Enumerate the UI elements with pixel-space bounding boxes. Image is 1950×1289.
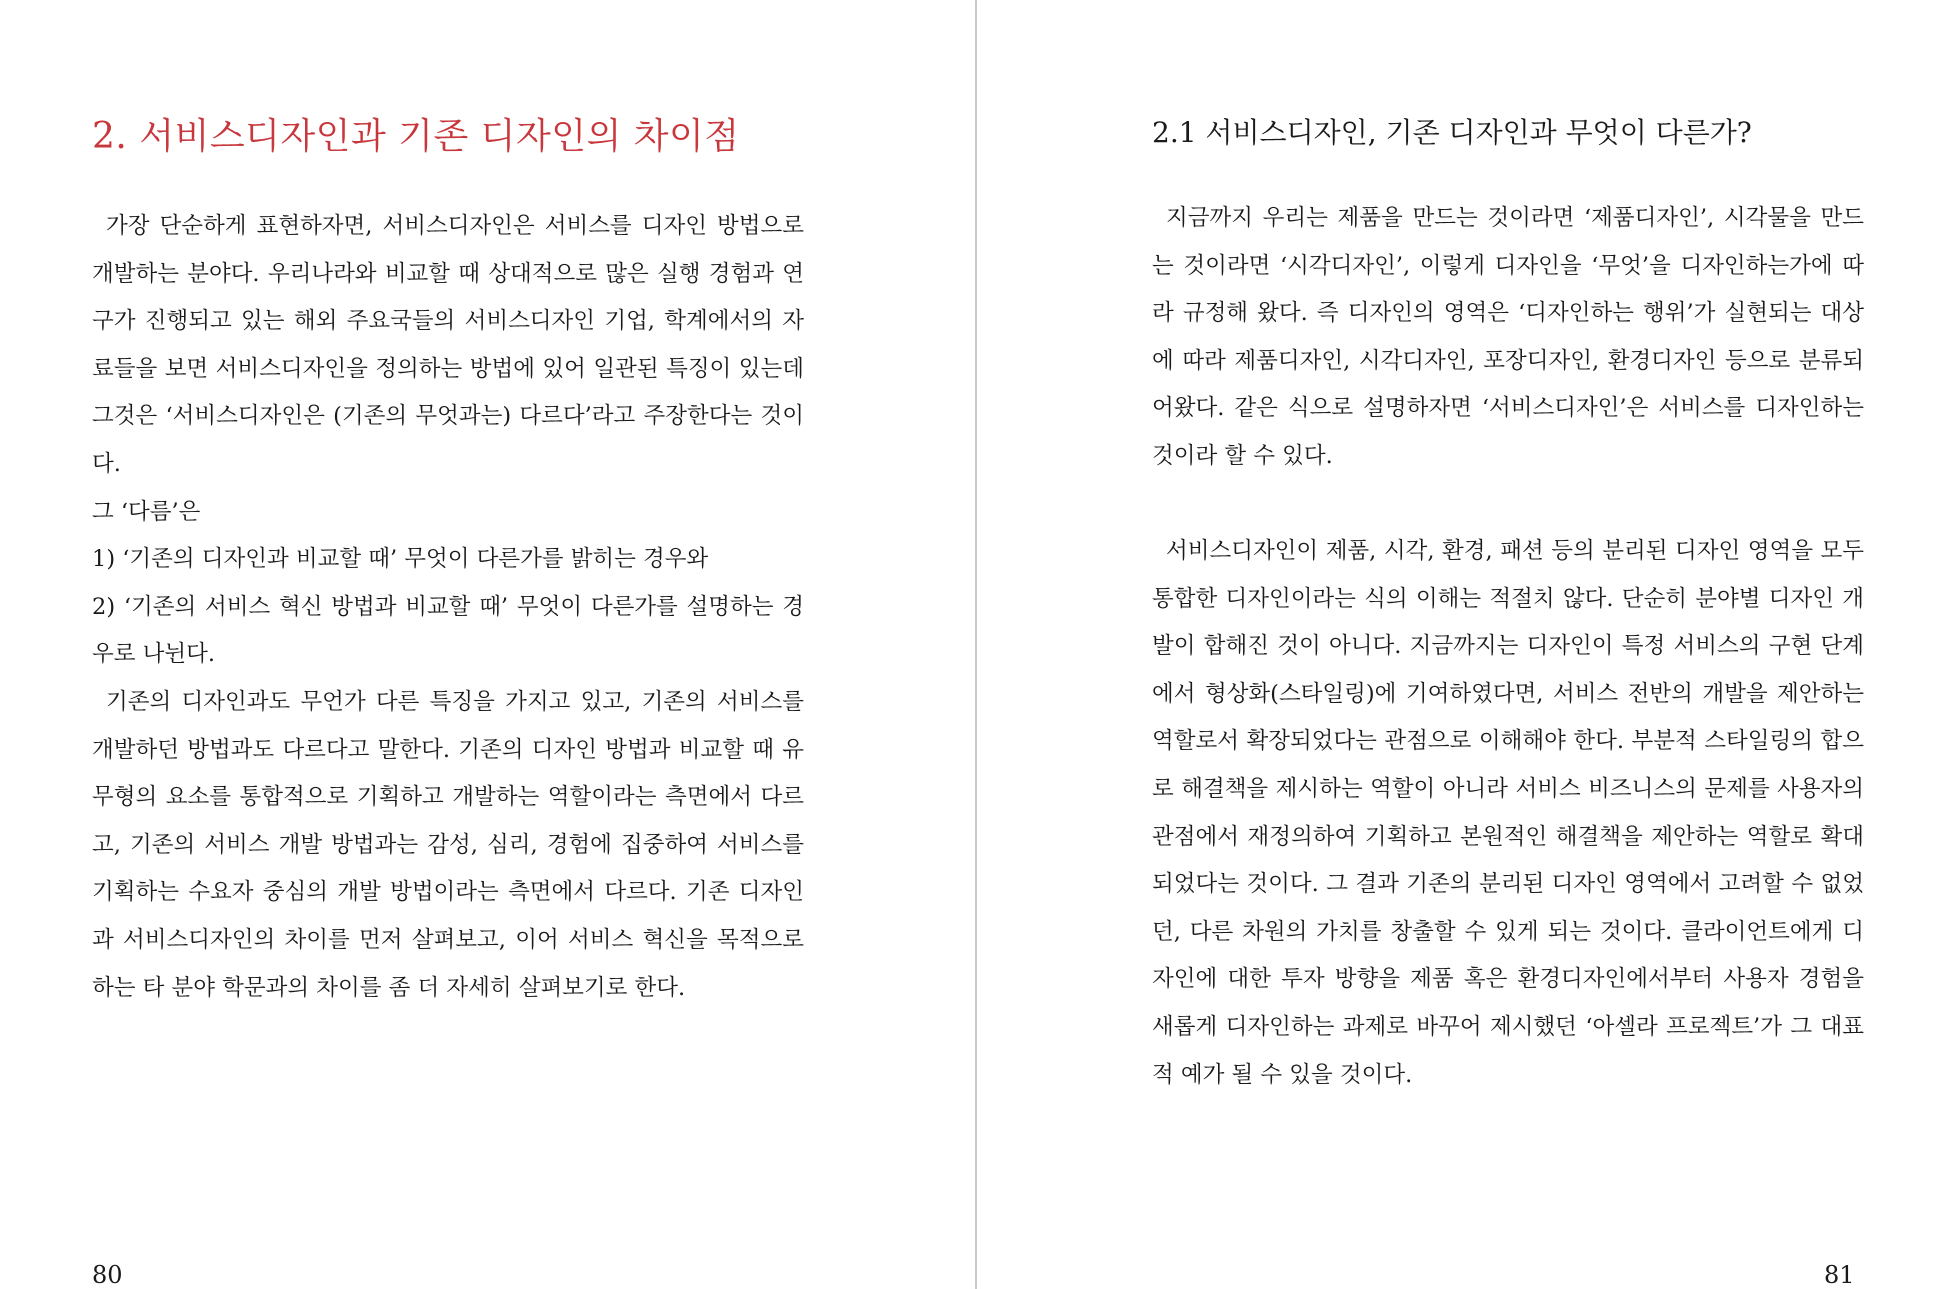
paragraph-text: 기존의 디자인과도 무언가 다른 특징을 가지고 있고, 기존의 서비스를 개발하던 방법과도 다르다고 말한다. 기존의 디자인 방법과 비교할 때 유무형의 요소를 통합적으로 기획하고 개발하는 역할이라는 측면에서 다르고, 기존의 서비스 개발 방법과는 감성, 심리, 경험에 집중하여 서비스를 기획하는 수요자 중심의 개발 방법이라는 측면에서 다르다. 기존 디자인과 서비스디자인의 차이를 먼저 살펴보고, 이어 서비스 혁신을 목적으로 하는 타 분야 학문과의 차이를 좀 더 자세히 살펴보기로 한다.	[92, 689, 804, 1001]
right-paragraph-2	[1152, 528, 1864, 1099]
page-number: 81	[1824, 1261, 1855, 1289]
list-item-2: 2) ‘기존의 서비스 혁신 방법과 비교할 때’ 무엇이 다른가를 설명하는 경우로 나뉜다.	[92, 593, 804, 668]
paragraph-text: 가장 단순하게 표현하자면, 서비스디자인은 서비스를 디자인 방법으로 개발하는 분야다. 우리나라와 비교할 때 상대적으로 많은 실행 경험과 연구가 진행되고 있는 해외 주요국들의 서비스디자인 기업, 학계에서의 자료들을 보면 서비스디자인을 정의하는 방법에 있어 일관된 특징이 있는데 그것은 ‘서비스디자인은 (기존의 무엇과는) 다르다’라고 주장한다는 것이다.	[92, 213, 804, 477]
left-page	[0, 0, 974, 1289]
left-paragraph-1	[92, 203, 804, 679]
paragraph-text: 서비스디자인이 제품, 시각, 환경, 패션 등의 분리된 디자인 영역을 모두 통합한 디자인이라는 식의 이해는 적절치 않다. 단순히 분야별 디자인 개발이 합해진 것이 아니다. 지금까지는 디자인이 특정 서비스의 구현 단계에서 형상화(스타일링)에 기여하였다면, 서비스 전반의 개발을 제안하는 역할로서 확장되었다는 관점으로 이해해야 한다. 부분적 스타일링의 합으로 해결책을 제시하는 역할이 아니라 서비스 비즈니스의 문제를 사용자의 관점에서 재정의하여 기획하고 본원적인 해결책을 제안하는 역할로 확대되었다는 것이다. 그 결과 기존의 분리된 디자인 영역에서 고려할 수 없었던, 다른 차원의 가치를 창출할 수 있게 되는 것이다. 클라이언트에게 디자인에 대한 투자 방향을 제품 혹은 환경디자인에서부터 사용자 경험을 새롭게 디자인하는 과제로 바꾸어 제시했던 ‘아셀라 프로젝트’가 그 대표적 예가 될 수 있을 것이다.	[1152, 538, 1864, 1088]
chapter-title: 2. 서비스디자인과 기존 디자인의 차이점	[92, 116, 740, 157]
page-gutter	[975, 0, 977, 1289]
section-title: 2.1 서비스디자인, 기존 디자인과 무엇이 다른가?	[1152, 116, 1752, 149]
right-page	[978, 0, 1950, 1289]
paragraph-line: 그 ‘다름’은	[92, 498, 201, 525]
list-item-1: 1) ‘기존의 디자인과 비교할 때’ 무엇이 다른가를 밝히는 경우와	[92, 546, 709, 573]
page-number: 80	[92, 1261, 123, 1289]
paragraph-text: 지금까지 우리는 제품을 만드는 것이라면 ‘제품디자인’, 시각물을 만드는 것이라면 ‘시각디자인’, 이렇게 디자인을 ‘무엇’을 디자인하는가에 따라 규정해 왔다. 즉 디자인의 영역은 ‘디자인하는 행위’가 실현되는 대상에 따라 제품디자인, 시각디자인, 포장디자인, 환경디자인 등으로 분류되어왔다. 같은 식으로 설명하자면 ‘서비스디자인’은 서비스를 디자인하는 것이라 할 수 있다.	[1152, 205, 1864, 469]
left-paragraph-2	[92, 679, 804, 1012]
right-paragraph-1	[1152, 195, 1864, 481]
